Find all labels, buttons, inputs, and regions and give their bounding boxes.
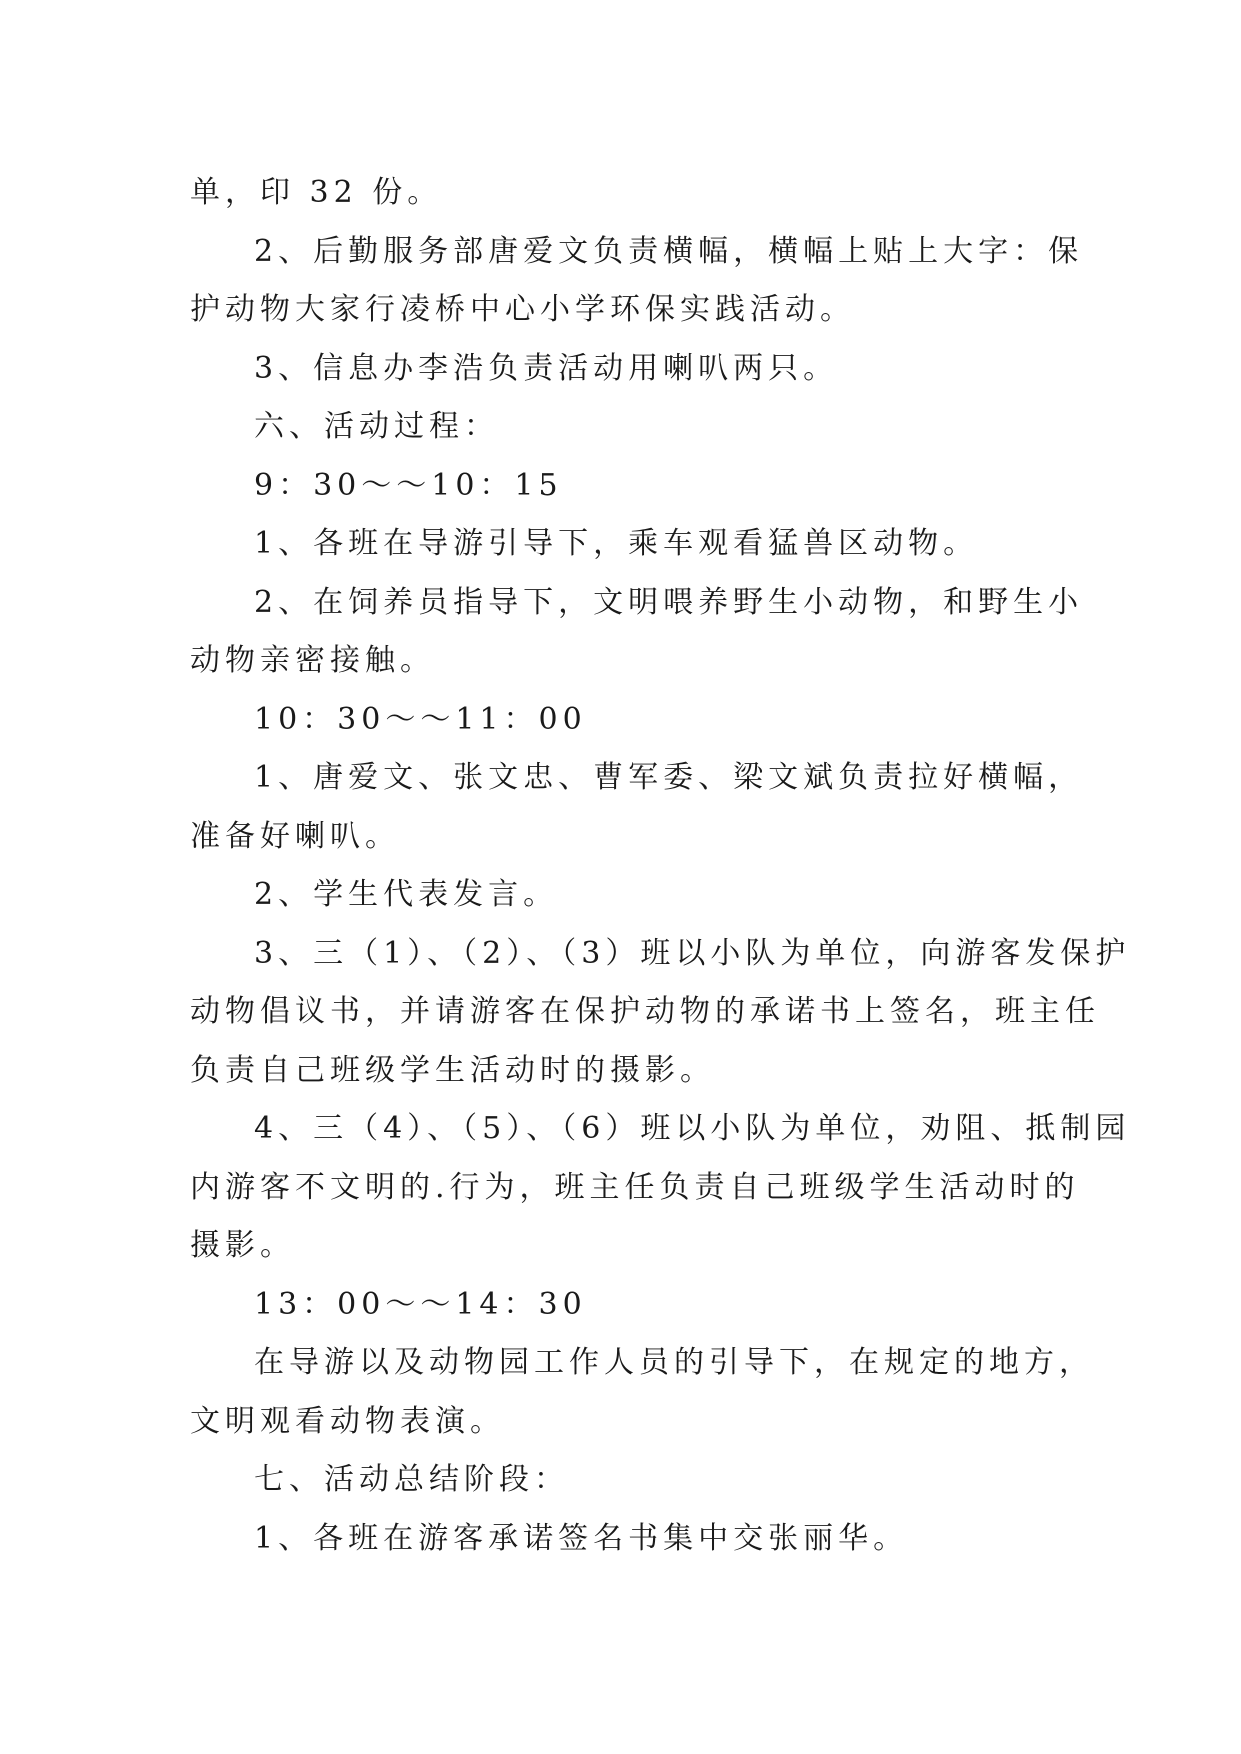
- document-line: 2、后勤服务部唐爱文负责横幅，横幅上贴上大字：保: [254, 233, 1084, 269]
- document-line: 10：30～～11：00: [254, 701, 587, 737]
- document-line: 2、在饲养员指导下，文明喂养野生小动物，和野生小: [254, 584, 1084, 620]
- document-line: 六、活动过程：: [254, 409, 499, 444]
- document-line: 3、三（1）、（2）、（3）班以小队为单位，向游客发保护: [254, 935, 1131, 971]
- document-line: 1、各班在游客承诺签名书集中交张丽华。: [254, 1520, 909, 1556]
- document-line: 准备好喇叭。: [190, 818, 400, 854]
- document-line: 2、学生代表发言。: [254, 877, 559, 912]
- document-line: 13：00～～14：30: [254, 1286, 587, 1322]
- document-line: 1、唐爱文、张文忠、曹军委、梁文斌负责拉好横幅，: [254, 760, 1084, 795]
- document-line: 3、信息办李浩负责活动用喇叭两只。: [254, 350, 839, 386]
- document-line: 4、三（4）、（5）、（6）班以小队为单位，劝阻、抵制园: [254, 1111, 1131, 1146]
- document-line: 护动物大家行凌桥中心小学环保实践活动。: [190, 292, 855, 327]
- document-line: 在导游以及动物园工作人员的引导下，在规定的地方，: [254, 1345, 1094, 1380]
- document-line: 内游客不文明的.行为，班主任负责自己班级学生活动时的: [190, 1169, 1080, 1205]
- document-line: 摄影。: [190, 1228, 295, 1263]
- document-line: 动物倡议书，并请游客在保护动物的承诺书上签名，班主任: [190, 994, 1100, 1029]
- document-body: [190, 164, 1131, 1568]
- document-line: 1、各班在导游引导下，乘车观看猛兽区动物。: [254, 526, 979, 561]
- document-line: 9：30～～10：15: [254, 467, 563, 503]
- document-line: 动物亲密接触。: [190, 643, 435, 678]
- document-line: 七、活动总结阶段：: [254, 1462, 569, 1497]
- document-line: 文明观看动物表演。: [190, 1403, 505, 1439]
- document-line: 单，印 32 份。: [190, 175, 443, 210]
- document-line: 负责自己班级学生活动时的摄影。: [190, 1052, 715, 1088]
